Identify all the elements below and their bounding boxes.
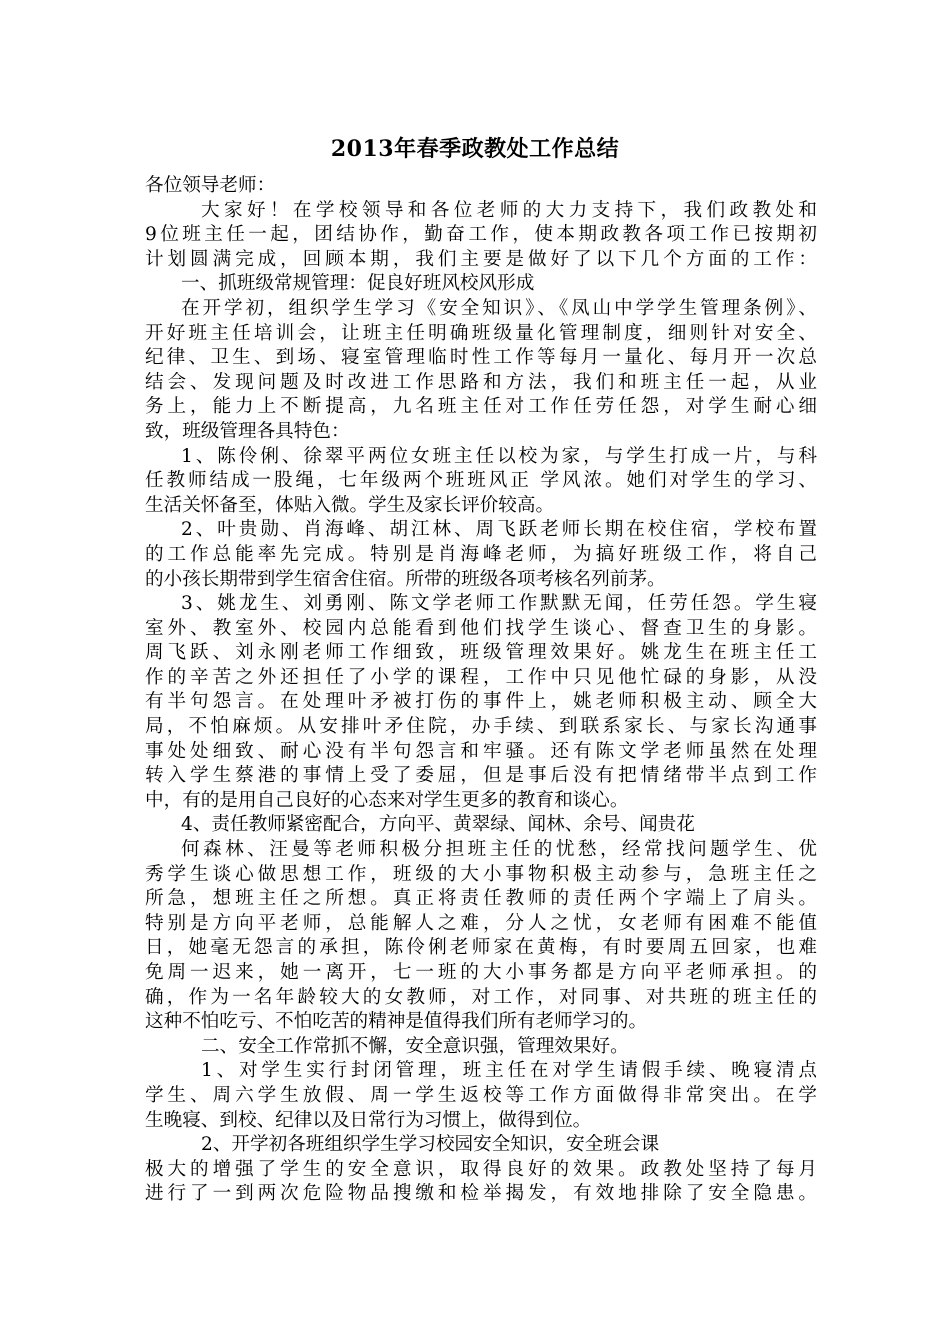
text-line: 极大的增强了学生的安全意识，取得良好的效果。政教处坚持了每月 [145, 1158, 817, 1180]
text-line: 一、抓班级常规管理：促良好班风校风形成 [181, 273, 535, 295]
text-line: 室外、教室外、校园内总能看到他们找学生谈心、督查卫生的身影。 [145, 617, 817, 639]
text-line: 生活关怀备至，体贴入微。学生及家长评价较高。 [145, 494, 555, 516]
text-line: 这种不怕吃亏、不怕吃苦的精神是值得我们所有老师学习的。 [145, 1011, 648, 1033]
text-line: 进行了一到两次危险物品搜缴和检举揭发，有效地排除了安全隐患。 [145, 1183, 817, 1205]
text-line: 有半句怨言。在处理叶矛被打伤的事件上，姚老师积极主动、顾全大 [145, 691, 817, 713]
text-line: 大家好！在学校领导和各位老师的大力支持下，我们政教处和 [201, 199, 817, 221]
text-line: 局，不怕麻烦。从安排叶矛住院，办手续、到联系家长、与家长沟通事 [145, 716, 817, 738]
text-line: 学生、周六学生放假、周一学生返校等工作方面做得非常突出。在学 [145, 1084, 817, 1106]
text-line: 4、责任教师紧密配合，方向平、黄翠绿、闻林、余号、闻贵花 [181, 814, 695, 836]
text-line: 秀学生谈心做思想工作，班级的大小事物积极主动参与，急班主任之 [145, 863, 817, 885]
text-line: 各位领导老师： [145, 175, 276, 196]
text-line: 在开学初，组织学生学习《安全知识》、《凤山中学学生管理条例》、 [181, 297, 817, 319]
text-line: 1、对学生实行封闭管理，班主任在对学生请假手续、晚寝清点 [201, 1060, 817, 1082]
text-line: 3、姚龙生、刘勇刚、陈文学老师工作默默无闻，任劳任怨。学生寝 [181, 593, 817, 615]
text-line: 事处处细致、耐心没有半句怨言和牢骚。还有陈文学老师虽然在处理 [145, 740, 817, 762]
text-line: 1、陈伶俐、徐翠平两位女班主任以校为家，与学生打成一片，与科 [181, 445, 817, 467]
text-line: 2、开学初各班组织学生学习校园安全知识，安全班会课 [201, 1134, 660, 1156]
text-line: 纪律、卫生、到场、寝室管理临时性工作等每月一量化、每月开一次总 [145, 347, 817, 369]
text-line: 致，班级管理各具特色： [145, 420, 350, 442]
text-line: 2、叶贵勋、肖海峰、胡江林、周飞跃老师长期在校住宿，学校布置 [181, 519, 817, 541]
text-line: 特别是方向平老师，总能解人之难，分人之忧，女老师有困难不能值 [145, 912, 817, 934]
document-title: 2013年春季政教处工作总结 [330, 136, 620, 162]
text-line: 中，有的是用自己良好的心态来对学生更多的教育和谈心。 [145, 789, 629, 811]
text-line: 的工作总能率先完成。特别是肖海峰老师，为搞好班级工作，将自己 [145, 543, 817, 565]
text-line: 二、安全工作常抓不懈，安全意识强，管理效果好。 [201, 1035, 629, 1057]
text-line: 周飞跃、刘永刚老师工作细致，班级管理效果好。姚龙生在班主任工 [145, 642, 817, 664]
text-line: 确，作为一名年龄较大的女教师，对工作，对同事、对共班的班主任的 [145, 986, 817, 1008]
text-line: 生晚寝、到校、纪律以及日常行为习惯上，做得到位。 [145, 1109, 592, 1131]
text-line: 的小孩长期带到学生宿舍住宿。所带的班级各项考核名列前茅。 [145, 568, 666, 590]
text-line: 日，她毫无怨言的承担，陈伶俐老师家在黄梅，有时要周五回家，也难 [145, 937, 817, 959]
text-line: 开好班主任培训会，让班主任明确班级量化管理制度，细则针对安全、 [145, 322, 817, 344]
text-line: 所急，想班主任之所想。真正将责任教师的责任两个字端上了肩头。 [145, 888, 817, 910]
text-line: 9位班主任一起，团结协作，勤奋工作，使本期政教各项工作已按期初 [145, 224, 817, 246]
text-line: 何森林、汪曼等老师积极分担班主任的忧愁，经常找问题学生、优 [181, 839, 817, 861]
text-line: 转入学生蔡港的事情上受了委屈，但是事后没有把情绪带半点到工作 [145, 765, 817, 787]
text-line: 计划圆满完成，回顾本期，我们主要是做好了以下几个方面的工作： [145, 248, 817, 270]
text-line: 免周一迟来，她一离开，七一班的大小事务都是方向平老师承担。的 [145, 962, 817, 983]
document-body [145, 174, 817, 1207]
text-line: 务上，能力上不断提高，九名班主任对工作任劳任怨，对学生耐心细 [145, 396, 817, 418]
text-line: 任教师结成一股绳，七年级两个班班风正 学风浓。她们对学生的学习、 [145, 470, 817, 492]
text-line: 作的辛苦之外还担任了小学的课程，工作中只见他忙碌的身影，从没 [145, 666, 817, 688]
text-line: 结会、发现问题及时改进工作思路和方法，我们和班主任一起，从业 [145, 371, 817, 393]
